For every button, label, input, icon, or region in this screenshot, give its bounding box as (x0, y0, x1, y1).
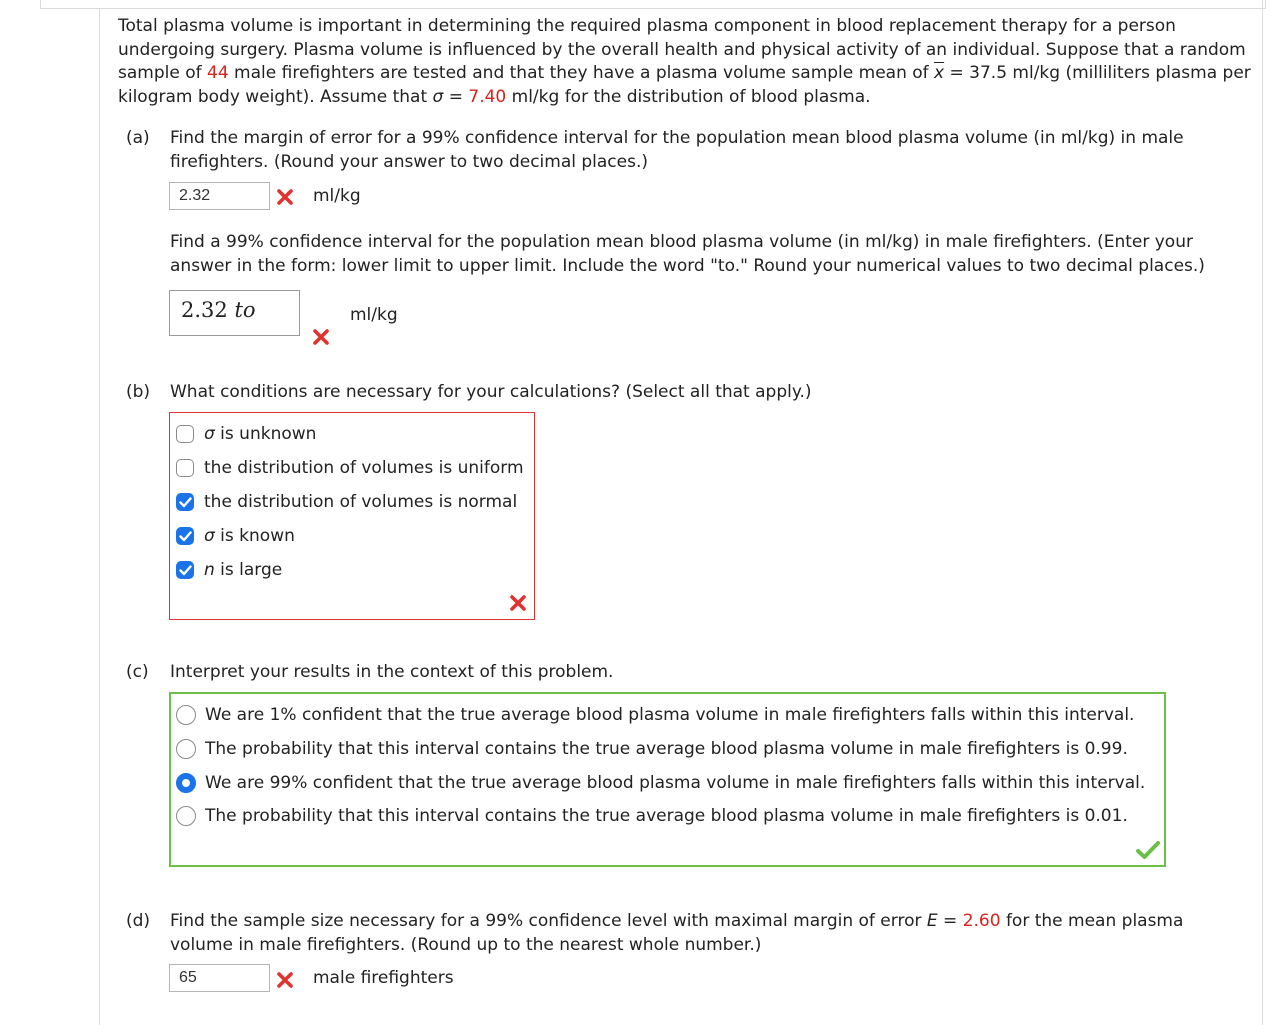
radio-button[interactable] (176, 739, 196, 759)
checkbox-option-n-large[interactable]: n is large (176, 559, 282, 581)
radio-button-selected[interactable] (176, 773, 196, 793)
checkbox-option-sigma-known[interactable]: σ is known (176, 525, 295, 547)
checkmark-icon (179, 565, 192, 576)
incorrect-x-icon (312, 328, 330, 346)
radio-option-3[interactable]: We are 99% confident that the true average blood plasma volume in male firefighters falls within this interval. (176, 772, 1145, 794)
incorrect-x-icon (276, 188, 294, 206)
part-b-question: (b) What conditions are necessary for your calculations? (Select all that apply.) (126, 382, 812, 402)
part-a-interval-question: Find a 99% confidence interval for the population mean blood plasma volume (in ml/kg) in male firefighters. (Enter your answer in the form: lower limit to upper limit. Include the word "to." Round your numerical values to two decimal places.) (170, 232, 1205, 276)
checkbox-checked[interactable] (176, 493, 194, 511)
checkbox-option-uniform[interactable]: the distribution of volumes is uniform (176, 457, 524, 479)
card-left-border (99, 8, 100, 1025)
margin-unit-label: ml/kg (313, 186, 361, 206)
confidence-interval-input[interactable]: 2.32 to (169, 290, 300, 336)
card-right-border (1262, 0, 1263, 1025)
part-c-question: (c) Interpret your results in the context of this problem. (126, 662, 614, 682)
interval-unit-label: ml/kg (350, 305, 398, 325)
part-a-question: (a) Find the margin of error for a 99% confidence interval for the population mean blood plasma volume (in ml/kg) in male firefighters. (Round your answer to two decimal places.) (126, 128, 1184, 172)
radio-button[interactable] (176, 705, 196, 725)
correct-check-icon (1136, 840, 1160, 860)
sigma-value: 7.40 (468, 86, 507, 107)
checkbox[interactable] (176, 425, 194, 443)
incorrect-x-icon (276, 971, 294, 989)
sample-size-input[interactable]: 65 (169, 964, 270, 992)
radio-option-4[interactable]: The probability that this interval contains the true average blood plasma volume in male firefighters is 0.01. (176, 805, 1128, 827)
checkmark-icon (179, 531, 192, 542)
checkmark-icon (179, 497, 192, 508)
problem-statement: Total plasma volume is important in determining the required plasma component in blood replacement therapy for a person undergoing surgery. Plasma volume is influenced by the overall health and physical activity of an individual. Suppose that a random sample of 44 male firefighters are tested and that they have a plasma volume sample mean of $\overline{x} = 37.5$ ml/kg (milliliters plasma per kilogram body weight). Assume that σ = 7.40 ml/kg for the distribution of blood plasma. (118, 16, 1251, 107)
radio-button[interactable] (176, 806, 196, 826)
checkbox-option-sigma-unknown[interactable]: σ is unknown (176, 423, 316, 445)
incorrect-x-icon (509, 594, 527, 612)
checkbox-checked[interactable] (176, 527, 194, 545)
xbar-symbol: $\overline{x}$ (934, 63, 945, 83)
checkbox-option-normal[interactable]: the distribution of volumes is normal (176, 491, 517, 513)
radio-option-2[interactable]: The probability that this interval contains the true average blood plasma volume in male firefighters is 0.99. (176, 738, 1128, 760)
margin-e-value: 2.60 (962, 911, 1001, 931)
sample-size-value: 44 (207, 63, 229, 83)
margin-of-error-input[interactable]: 2.32 (169, 182, 270, 210)
part-d-question: (d) Find the sample size necessary for a 99% confidence level with maximal margin of error E = 2.60 for the mean plasma volume in male firefighters. (Round up to the nearest whole number.) (126, 911, 1184, 955)
checkbox[interactable] (176, 459, 194, 477)
radio-option-1[interactable]: We are 1% confident that the true average blood plasma volume in male firefighters falls within this interval. (176, 704, 1134, 726)
sample-size-unit-label: male firefighters (313, 968, 454, 988)
card-top-border (40, 0, 1266, 9)
checkbox-checked[interactable] (176, 561, 194, 579)
